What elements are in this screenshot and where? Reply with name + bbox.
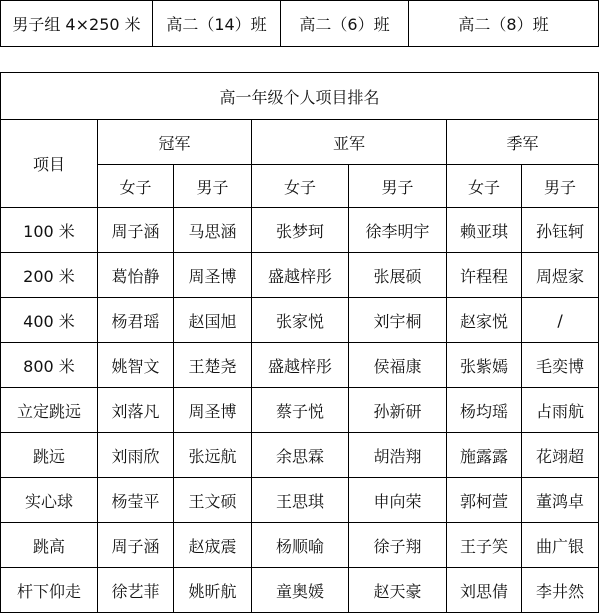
third-place-header: 季军 (447, 120, 599, 165)
event-cell: 800 米 (1, 343, 98, 388)
event-cell: 实心球 (1, 478, 98, 523)
name-cell: 曲广银 (522, 523, 599, 568)
name-cell: 张家悦 (252, 298, 349, 343)
name-cell: / (522, 298, 599, 343)
event-column-header: 项目 (1, 120, 98, 208)
name-cell: 周圣博 (174, 253, 252, 298)
name-cell: 姚昕航 (174, 568, 252, 613)
gender-header: 男子 (349, 165, 447, 208)
name-cell: 孙钰轲 (522, 208, 599, 253)
relay-result-cell: 高二（6）班 (281, 1, 409, 47)
name-cell: 刘宇桐 (349, 298, 447, 343)
event-cell: 立定跳远 (1, 388, 98, 433)
event-cell: 100 米 (1, 208, 98, 253)
relay-event-cell: 男子组 4×250 米 (1, 1, 153, 47)
name-cell: 许程程 (447, 253, 522, 298)
table-row (1, 523, 599, 568)
relay-row (1, 1, 599, 47)
name-cell: 张展硕 (349, 253, 447, 298)
relay-result-cell: 高二（14）班 (153, 1, 281, 47)
name-cell: 余思霖 (252, 433, 349, 478)
table-row (1, 388, 599, 433)
relay-results-table (0, 0, 599, 47)
table-title: 高一年级个人项目排名 (1, 73, 599, 120)
table-row (1, 298, 599, 343)
event-cell: 跳高 (1, 523, 98, 568)
name-cell: 童奥媛 (252, 568, 349, 613)
event-cell: 杆下仰走 (1, 568, 98, 613)
name-cell: 盛越梓彤 (252, 253, 349, 298)
event-cell: 400 米 (1, 298, 98, 343)
name-cell: 王子笑 (447, 523, 522, 568)
table-row (1, 253, 599, 298)
name-cell: 占雨航 (522, 388, 599, 433)
name-cell: 赖亚琪 (447, 208, 522, 253)
individual-ranking-table (0, 72, 599, 613)
name-cell: 刘思倩 (447, 568, 522, 613)
name-cell: 王思琪 (252, 478, 349, 523)
second-place-header: 亚军 (252, 120, 447, 165)
name-cell: 杨均瑶 (447, 388, 522, 433)
event-cell: 跳远 (1, 433, 98, 478)
table-row (1, 568, 599, 613)
name-cell: 杨顺喻 (252, 523, 349, 568)
gender-header: 女子 (447, 165, 522, 208)
name-cell: 申向荣 (349, 478, 447, 523)
name-cell: 周子涵 (98, 208, 174, 253)
name-cell: 张梦珂 (252, 208, 349, 253)
name-cell: 张紫嫣 (447, 343, 522, 388)
name-cell: 赵家悦 (447, 298, 522, 343)
name-cell: 姚智文 (98, 343, 174, 388)
name-cell: 徐子翔 (349, 523, 447, 568)
name-cell: 张远航 (174, 433, 252, 478)
gender-header: 男子 (174, 165, 252, 208)
name-cell: 马思涵 (174, 208, 252, 253)
name-cell: 胡浩翔 (349, 433, 447, 478)
table-row (1, 478, 599, 523)
name-cell: 刘落凡 (98, 388, 174, 433)
table-row (1, 208, 599, 253)
gender-header: 女子 (98, 165, 174, 208)
relay-result-cell: 高二（8）班 (409, 1, 599, 47)
first-place-header: 冠军 (98, 120, 252, 165)
name-cell: 徐李明宇 (349, 208, 447, 253)
name-cell: 周圣博 (174, 388, 252, 433)
name-cell: 徐艺菲 (98, 568, 174, 613)
event-cell: 200 米 (1, 253, 98, 298)
name-cell: 葛怡静 (98, 253, 174, 298)
gender-header: 男子 (522, 165, 599, 208)
name-cell: 施露露 (447, 433, 522, 478)
name-cell: 王楚尧 (174, 343, 252, 388)
table-row (1, 343, 599, 388)
table-row (1, 433, 599, 478)
name-cell: 杨君瑶 (98, 298, 174, 343)
name-cell: 李井然 (522, 568, 599, 613)
name-cell: 孙新研 (349, 388, 447, 433)
name-cell: 毛奕博 (522, 343, 599, 388)
name-cell: 刘雨欣 (98, 433, 174, 478)
name-cell: 郭柯萱 (447, 478, 522, 523)
name-cell: 杨莹平 (98, 478, 174, 523)
name-cell: 花翊超 (522, 433, 599, 478)
name-cell: 蔡子悦 (252, 388, 349, 433)
gender-header: 女子 (252, 165, 349, 208)
name-cell: 周子涵 (98, 523, 174, 568)
name-cell: 周煜家 (522, 253, 599, 298)
name-cell: 王文硕 (174, 478, 252, 523)
name-cell: 侯福康 (349, 343, 447, 388)
name-cell: 赵国旭 (174, 298, 252, 343)
name-cell: 赵宬震 (174, 523, 252, 568)
name-cell: 盛越梓彤 (252, 343, 349, 388)
name-cell: 董鸿卓 (522, 478, 599, 523)
name-cell: 赵天豪 (349, 568, 447, 613)
